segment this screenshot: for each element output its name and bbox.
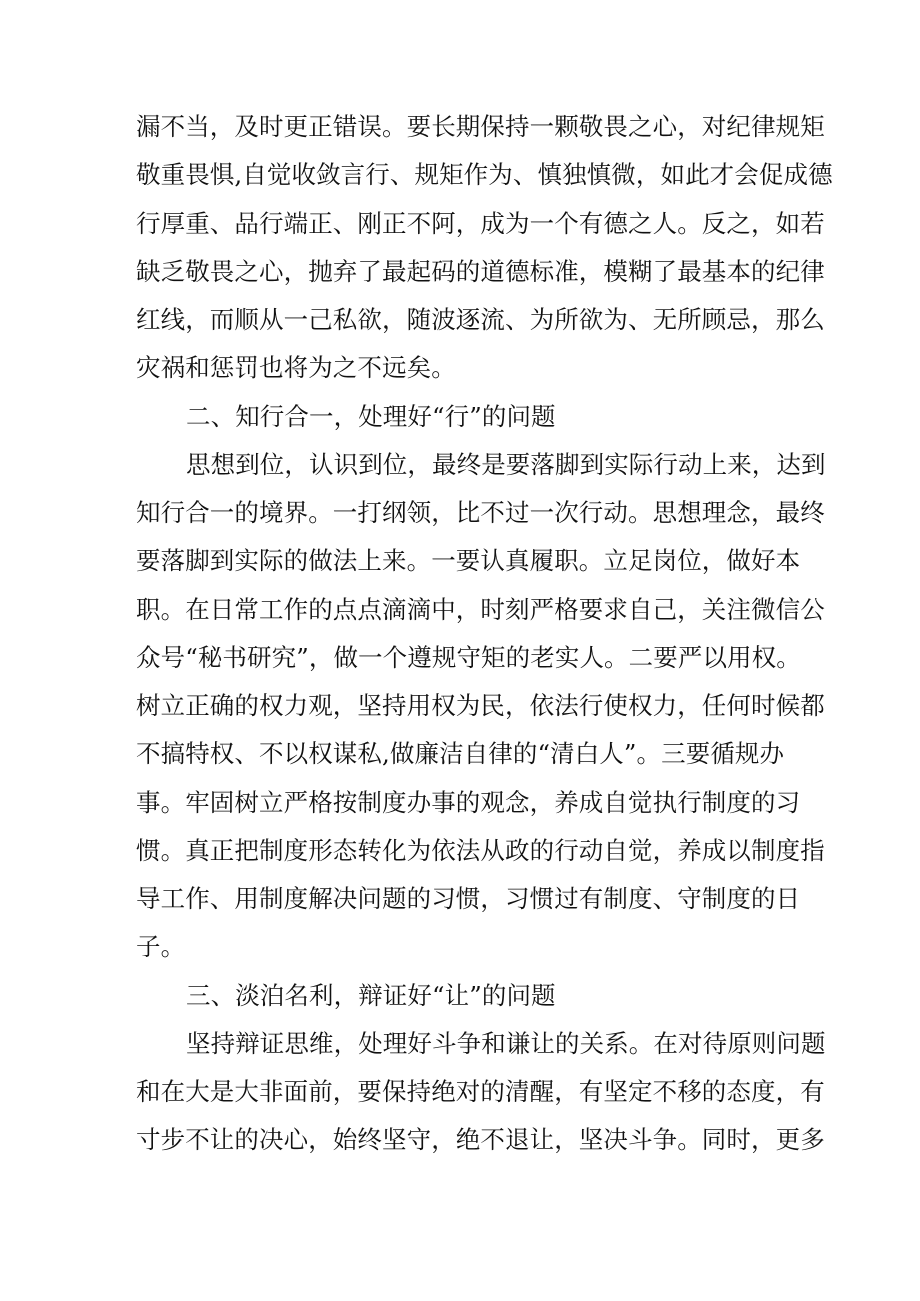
text-line: 导工作、用制度解决问题的习惯，习惯过有制度、守制度的日 — [136, 884, 801, 913]
section-heading-3: 三、淡泊名利，辩证好“让”的问题 — [186, 980, 556, 1010]
text-line: 子。 — [136, 932, 186, 962]
section-heading-2: 二、知行合一，处理好“行”的问题 — [186, 401, 556, 431]
text-line: 寸步不让的决心，始终坚守，绝不退让，坚决斗争。同时，更多 — [136, 1125, 825, 1155]
text-line: 不搞特权、不以权谋私,做廉洁自律的“清白人”。三要循规办 — [136, 739, 785, 769]
text-line: 惯。真正把制度形态转化为依法从政的行动自觉，养成以制度指 — [136, 835, 825, 865]
text-line: 和在大是大非面前，要保持绝对的清醒，有坚定不移的态度，有 — [136, 1077, 825, 1106]
text-line: 敬重畏惧,自觉收敛言行、规矩作为、慎独慎微，如此才会促成德 — [136, 160, 833, 190]
text-line: 事。牢固树立严格按制度办事的观念，养成自觉执行制度的习 — [136, 787, 801, 817]
text-line: 灾祸和惩罚也将为之不远矣。 — [136, 353, 456, 383]
text-line: 红线，而顺从一己私欲，随波逐流、为所欲为、无所顾忌，那么 — [136, 305, 825, 334]
text-line: 漏不当，及时更正错误。要长期保持一颗敬畏之心，对纪律规矩 — [136, 112, 825, 141]
text-line: 职。在日常工作的点点滴滴中，时刻严格要求自己，关注微信公 — [136, 594, 825, 624]
text-line: 要落脚到实际的做法上来。一要认真履职。立足岗位，做好本 — [136, 546, 801, 576]
text-line: 行厚重、品行端正、刚正不阿，成为一个有德之人。反之，如若 — [136, 208, 825, 238]
paragraph-start: 思想到位，认识到位，最终是要落脚到实际行动上来，达到 — [186, 449, 826, 479]
text-line: 知行合一的境界。一打纲领，比不过一次行动。思想理念，最终 — [136, 498, 825, 527]
body-text — [136, 103, 833, 1165]
text-line: 众号“秘书研究”，做一个遵规守矩的老实人。二要严以用权。 — [136, 642, 801, 672]
paragraph-start: 坚持辩证思维，处理好斗争和谦让的关系。在对待原则问题 — [186, 1028, 826, 1058]
text-line: 树立正确的权力观，坚持用权为民，依法行使权力，任何时候都 — [136, 691, 825, 720]
text-line: 缺乏敬畏之心，抛弃了最起码的道德标准，模糊了最基本的纪律 — [136, 256, 825, 286]
